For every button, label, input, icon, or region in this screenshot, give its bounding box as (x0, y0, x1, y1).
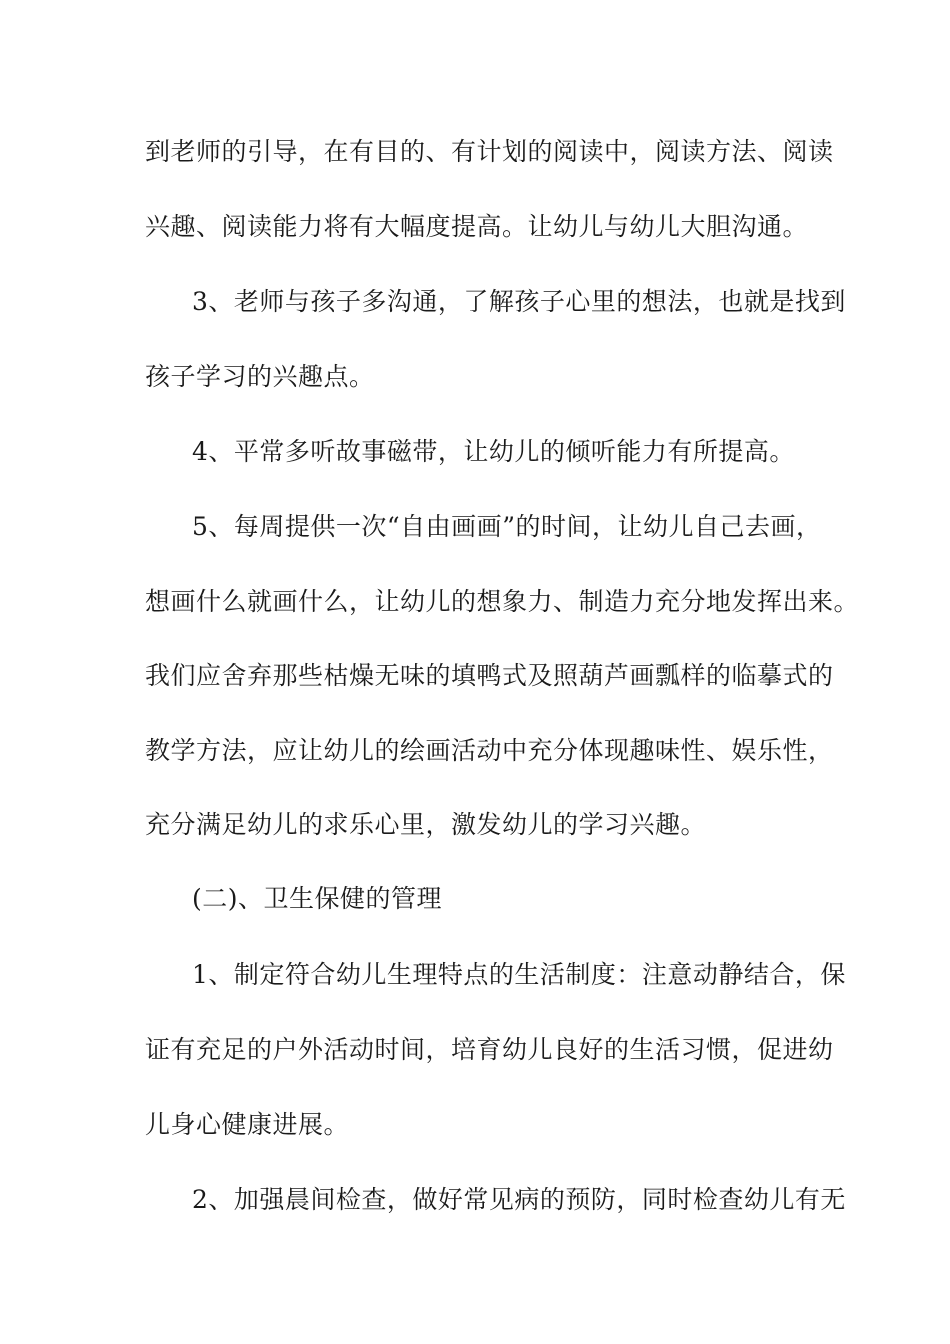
text-line: 我们应舍弃那些枯燥无味的填鸭式及照葫芦画瓢样的临摹式的 (145, 661, 834, 690)
text-line: 兴趣、阅读能力将有大幅度提高。让幼儿与幼儿大胆沟通。 (145, 212, 809, 241)
text-line: 充分满足幼儿的求乐心里，激发幼儿的学习兴趣。 (145, 810, 707, 839)
text-line: 3、老师与孩子多沟通，了解孩子心里的想法，也就是找到 (192, 287, 846, 316)
text-line: 教学方法，应让幼儿的绘画活动中充分体现趣味性、娱乐性， (145, 736, 834, 765)
section-heading: (二)、卫生保健的管理 (192, 884, 443, 913)
text-line: 4、平常多听故事磁带，让幼儿的倾听能力有所提高。 (192, 437, 795, 466)
text-line: 1、制定符合幼儿生理特点的生活制度：注意动静结合，保 (192, 960, 846, 989)
text-line: 2、加强晨间检查，做好常见病的预防，同时检查幼儿有无 (192, 1185, 846, 1214)
text-line: 想画什么就画什么，让幼儿的想象力、制造力充分地发挥出来。 (145, 587, 860, 616)
text-line: 5、每周提供一次“自由画画”的时间，让幼儿自己去画， (192, 512, 822, 541)
text-line: 孩子学习的兴趣点。 (145, 362, 375, 391)
text-line: 到老师的引导，在有目的、有计划的阅读中，阅读方法、阅读 (145, 137, 834, 166)
text-line: 证有充足的户外活动时间，培育幼儿良好的生活习惯，促进幼 (145, 1035, 834, 1064)
text-line: 儿身心健康进展。 (145, 1110, 350, 1139)
